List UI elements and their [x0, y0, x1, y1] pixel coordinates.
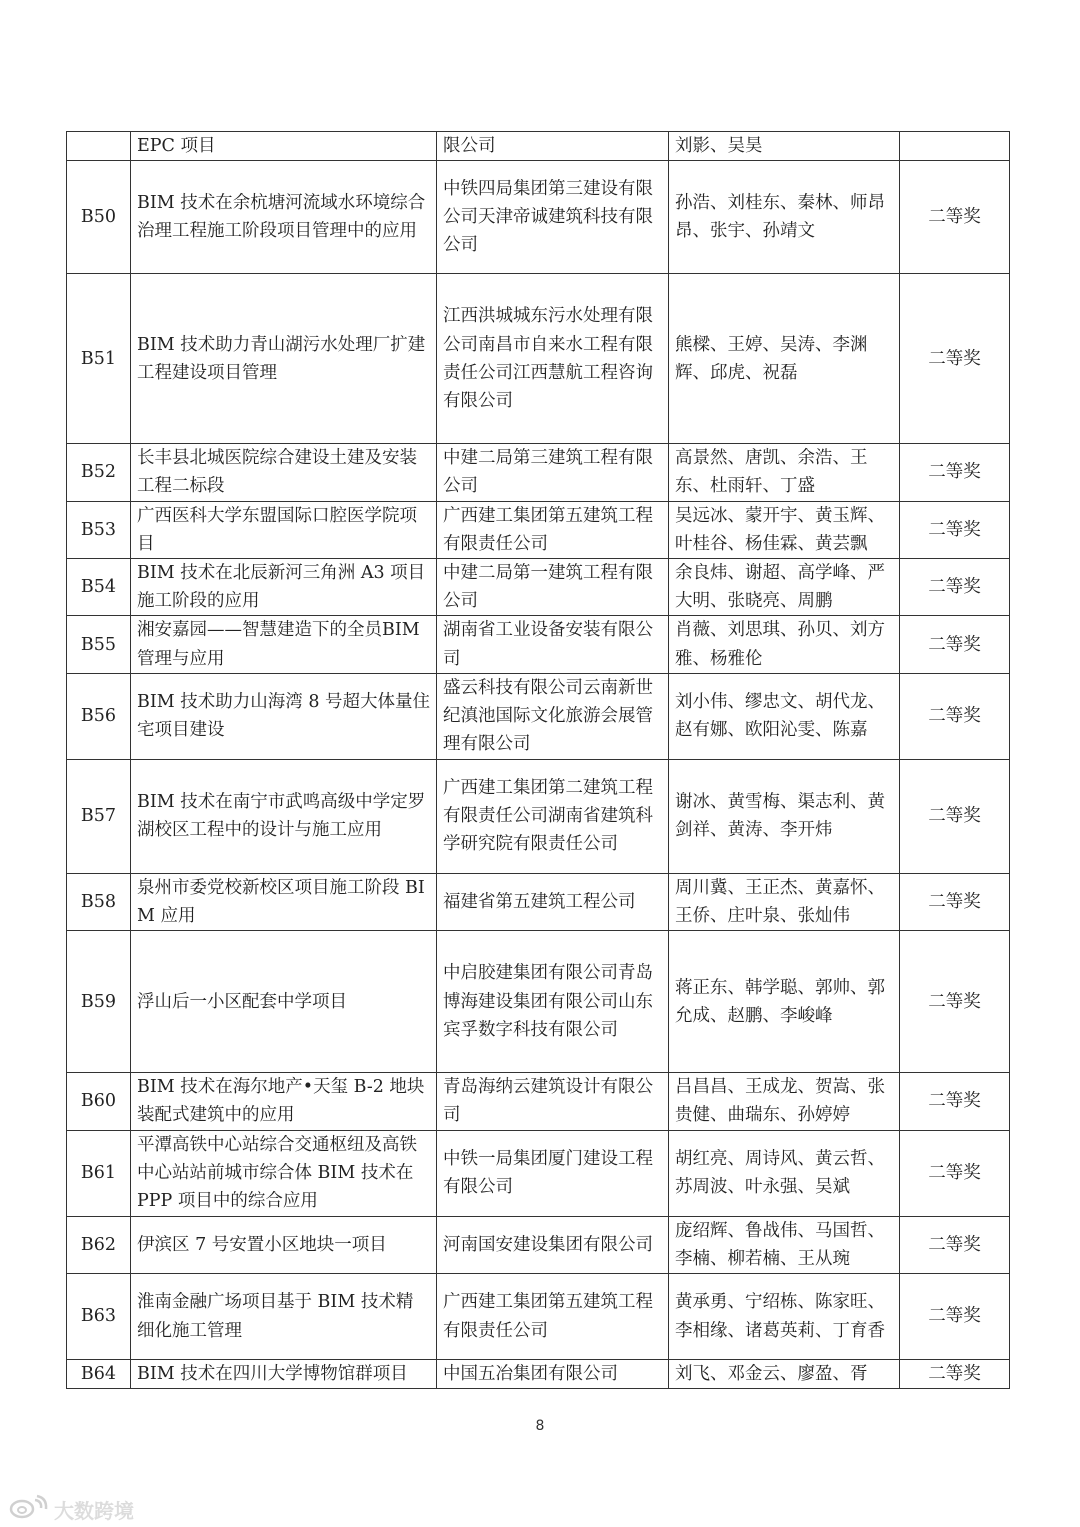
row-id: B56 — [67, 673, 131, 759]
organization: 中铁四局集团第三建设有限公司天津帝诚建筑科技有限公司 — [437, 161, 669, 274]
organization: 盛云科技有限公司云南新世纪滇池国际文化旅游会展管理有限公司 — [437, 673, 669, 759]
table-row — [67, 1130, 1010, 1216]
project-name: 淮南金融广场项目基于 BIM 技术精细化施工管理 — [131, 1274, 437, 1360]
project-name: EPC 项目 — [131, 132, 437, 161]
project-name: 广西医科大学东盟国际口腔医学院项目 — [131, 501, 437, 558]
organization: 中铁一局集团厦门建设工程有限公司 — [437, 1130, 669, 1216]
watermark — [8, 1494, 134, 1525]
table-row — [67, 931, 1010, 1073]
team-members: 高景然、唐凯、余浩、王东、杜雨轩、丁盛 — [669, 444, 900, 501]
project-name: BIM 技术在余杭塘河流域水环境综合治理工程施工阶段项目管理中的应用 — [131, 161, 437, 274]
organization: 广西建工集团第二建筑工程有限责任公司湖南省建筑科学研究院有限责任公司 — [437, 759, 669, 873]
row-id: B60 — [67, 1073, 131, 1130]
project-name: BIM 技术在海尔地产•天玺 B-2 地块装配式建筑中的应用 — [131, 1073, 437, 1130]
award-level: 二等奖 — [900, 274, 1010, 444]
award-level — [900, 132, 1010, 161]
row-id: B55 — [67, 616, 131, 673]
team-members: 庞绍辉、鲁战伟、马国哲、李楠、柳若楠、王从琬 — [669, 1216, 900, 1273]
awards-table — [66, 131, 1010, 1389]
team-members: 刘影、吴昊 — [669, 132, 900, 161]
award-level: 二等奖 — [900, 873, 1010, 930]
row-id: B58 — [67, 873, 131, 930]
table-row — [67, 501, 1010, 558]
page-number: 8 — [535, 1418, 545, 1434]
team-members: 蒋正东、韩学聪、郭帅、郭允成、赵鹏、李峻峰 — [669, 931, 900, 1073]
row-id: B53 — [67, 501, 131, 558]
table-row — [67, 1274, 1010, 1360]
row-id: B59 — [67, 931, 131, 1073]
row-id: B50 — [67, 161, 131, 274]
row-id — [67, 132, 131, 161]
project-name: 湘安嘉园——智慧建造下的全员BIM 管理与应用 — [131, 616, 437, 673]
organization: 河南国安建设集团有限公司 — [437, 1216, 669, 1273]
organization: 中建二局第三建筑工程有限公司 — [437, 444, 669, 501]
project-name: BIM 技术在北辰新河三角洲 A3 项目施工阶段的应用 — [131, 559, 437, 616]
team-members: 孙浩、刘桂东、秦林、师昂昂、张宇、孙靖文 — [669, 161, 900, 274]
award-level: 二等奖 — [900, 673, 1010, 759]
row-id: B51 — [67, 274, 131, 444]
team-members: 周川冀、王正杰、黄嘉怀、王侨、庄叶泉、张灿伟 — [669, 873, 900, 930]
table-row — [67, 673, 1010, 759]
team-members: 刘小伟、缪忠文、胡代龙、赵有娜、欧阳沁雯、陈嘉 — [669, 673, 900, 759]
team-members: 熊樑、王婷、吴涛、李渊辉、邱虎、祝磊 — [669, 274, 900, 444]
project-name: 伊滨区 7 号安置小区地块一项目 — [131, 1216, 437, 1273]
table-row — [67, 274, 1010, 444]
row-id: B62 — [67, 1216, 131, 1273]
organization: 中国五冶集团有限公司 — [437, 1360, 669, 1389]
table-row — [67, 873, 1010, 930]
project-name: 长丰县北城医院综合建设土建及安装工程二标段 — [131, 444, 437, 501]
award-level: 二等奖 — [900, 1216, 1010, 1273]
organization: 江西洪城城东污水处理有限公司南昌市自来水工程有限责任公司江西慧航工程咨询有限公司 — [437, 274, 669, 444]
project-name: BIM 技术助力山海湾 8 号超大体量住宅项目建设 — [131, 673, 437, 759]
team-members: 吕昌昌、王成龙、贺嵩、张贵健、曲瑞东、孙婷婷 — [669, 1073, 900, 1130]
table-row — [67, 559, 1010, 616]
organization: 湖南省工业设备安装有限公司 — [437, 616, 669, 673]
award-level: 二等奖 — [900, 1360, 1010, 1389]
row-id: B57 — [67, 759, 131, 873]
award-level: 二等奖 — [900, 1130, 1010, 1216]
award-level: 二等奖 — [900, 759, 1010, 873]
team-members: 吴远冰、蒙开宇、黄玉辉、叶桂谷、杨佳霖、黄芸飘 — [669, 501, 900, 558]
organization: 中建二局第一建筑工程有限公司 — [437, 559, 669, 616]
organization: 广西建工集团第五建筑工程有限责任公司 — [437, 1274, 669, 1360]
team-members: 黄承勇、宁绍栋、陈家旺、李相缘、诸葛英莉、丁育香 — [669, 1274, 900, 1360]
award-level: 二等奖 — [900, 501, 1010, 558]
organization: 广西建工集团第五建筑工程有限责任公司 — [437, 501, 669, 558]
organization: 福建省第五建筑工程公司 — [437, 873, 669, 930]
row-id: B64 — [67, 1360, 131, 1389]
project-name: 平潭高铁中心站综合交通枢纽及高铁中心站站前城市综合体 BIM 技术在 PPP 项目中的综合应用 — [131, 1130, 437, 1216]
row-id: B63 — [67, 1274, 131, 1360]
award-level: 二等奖 — [900, 559, 1010, 616]
table-row — [67, 1360, 1010, 1389]
table-row — [67, 444, 1010, 501]
project-name: BIM 技术助力青山湖污水处理厂扩建工程建设项目管理 — [131, 274, 437, 444]
project-name: BIM 技术在南宁市武鸣高级中学定罗湖校区工程中的设计与施工应用 — [131, 759, 437, 873]
watermark-text: 大数跨境 — [54, 1499, 134, 1523]
team-members: 谢冰、黄雪梅、渠志利、黄剑祥、黄涛、李开炜 — [669, 759, 900, 873]
award-level: 二等奖 — [900, 616, 1010, 673]
organization: 中启胶建集团有限公司青岛博海建设集团有限公司山东宾孚数字科技有限公司 — [437, 931, 669, 1073]
organization: 青岛海纳云建筑设计有限公司 — [437, 1073, 669, 1130]
team-members: 肖薇、刘思琪、孙贝、刘方雅、杨雅伦 — [669, 616, 900, 673]
team-members: 胡红亮、周诗风、黄云哲、苏周波、叶永强、吴斌 — [669, 1130, 900, 1216]
team-members: 刘飞、邓金云、廖盈、胥 — [669, 1360, 900, 1389]
award-level: 二等奖 — [900, 1073, 1010, 1130]
table-row — [67, 1216, 1010, 1273]
project-name: 浮山后一小区配套中学项目 — [131, 931, 437, 1073]
table-row — [67, 759, 1010, 873]
award-level: 二等奖 — [900, 931, 1010, 1073]
project-name: BIM 技术在四川大学博物馆群项目 — [131, 1360, 437, 1389]
row-id: B52 — [67, 444, 131, 501]
project-name: 泉州市委党校新校区项目施工阶段 BIM 应用 — [131, 873, 437, 930]
row-id: B61 — [67, 1130, 131, 1216]
table-row — [67, 1073, 1010, 1130]
row-id: B54 — [67, 559, 131, 616]
award-level: 二等奖 — [900, 444, 1010, 501]
team-members: 余良炜、谢超、高学峰、严大明、张晓亮、周鹏 — [669, 559, 900, 616]
table-row — [67, 161, 1010, 274]
award-level: 二等奖 — [900, 161, 1010, 274]
award-level: 二等奖 — [900, 1274, 1010, 1360]
table-row — [67, 616, 1010, 673]
organization: 限公司 — [437, 132, 669, 161]
weibo-logo-icon — [8, 1494, 50, 1525]
table-row — [67, 132, 1010, 161]
